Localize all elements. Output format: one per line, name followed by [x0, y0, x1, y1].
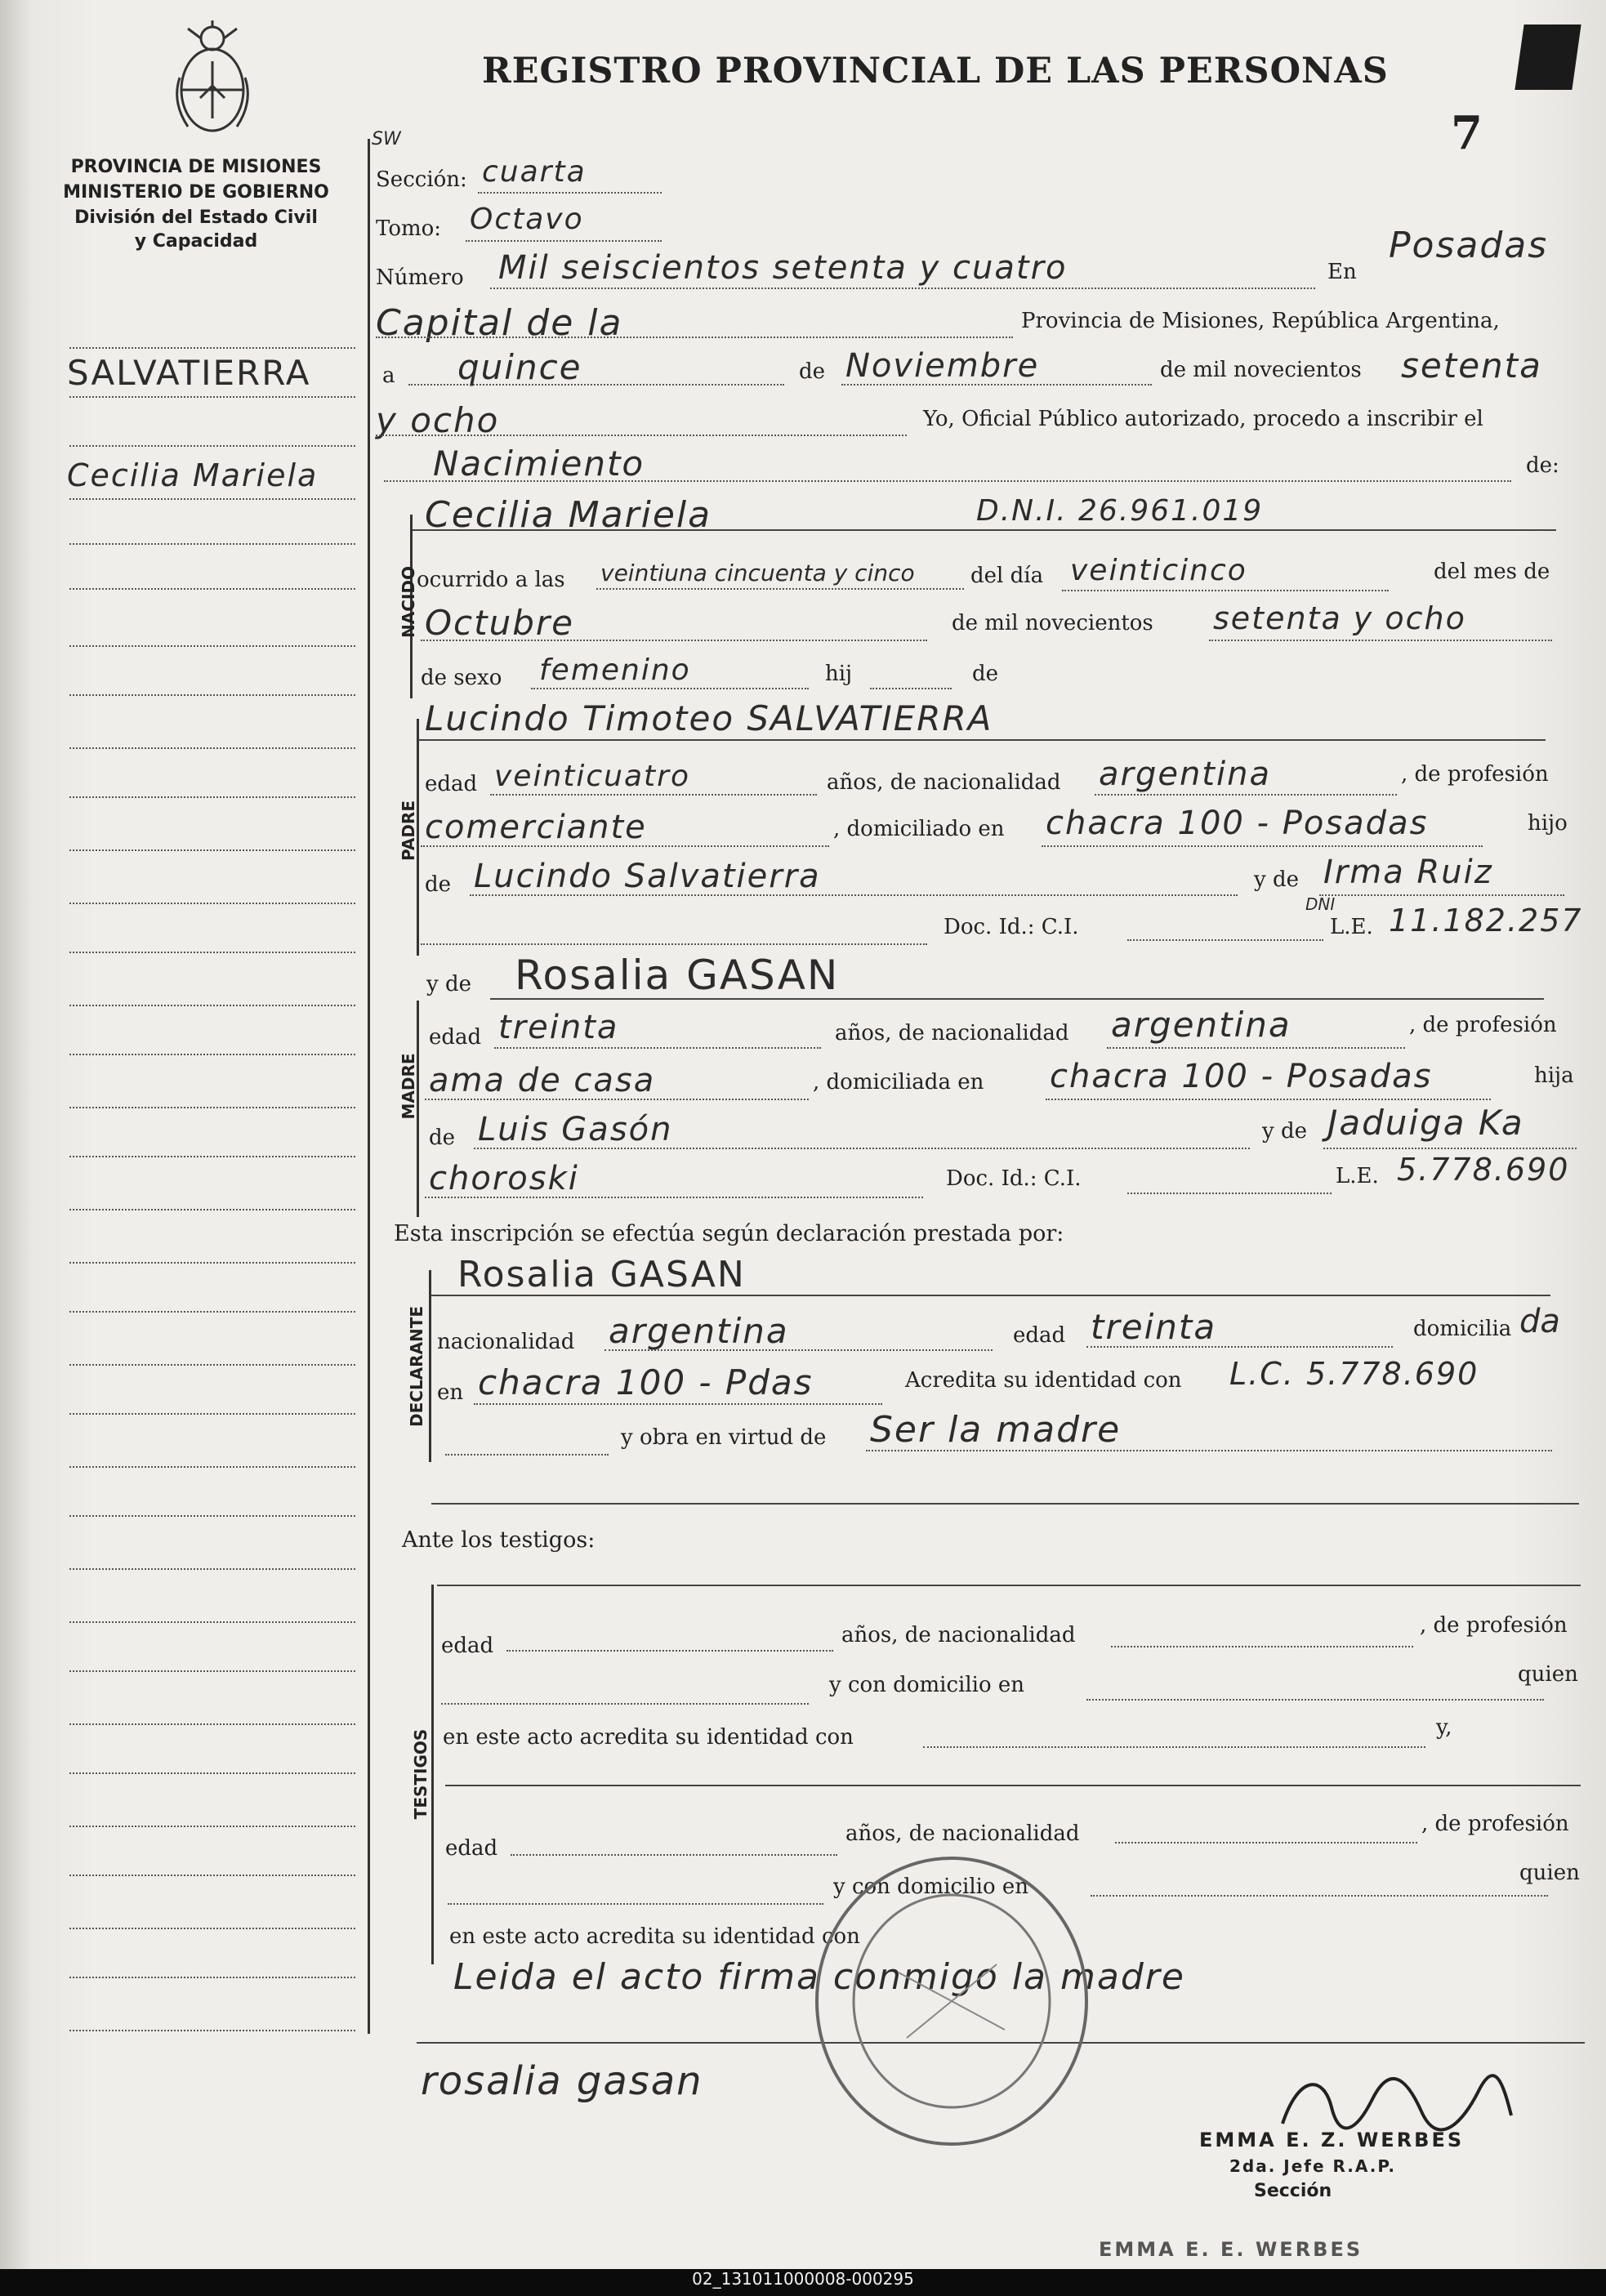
padre-edad: veinticuatro	[494, 760, 690, 793]
padre-nacionalidad: argentina	[1099, 756, 1271, 793]
declarante-acredita: L.C. 5.778.690	[1229, 1356, 1479, 1392]
testigo2-edad-label: edad	[445, 1836, 498, 1861]
padre-doc: 11.182.257	[1389, 903, 1583, 938]
madre-y-de-label: y de	[426, 972, 471, 996]
declarante-en-label: en	[437, 1380, 464, 1405]
madre-domicilio: chacra 100 - Posadas	[1050, 1058, 1433, 1095]
section-label-madre: MADRE	[399, 1053, 418, 1120]
anio-label: de mil novecientos	[1160, 358, 1362, 382]
padre-dni-note: DNI	[1305, 894, 1336, 914]
testigo1-edad-label: edad	[441, 1634, 494, 1658]
madre-y-de2-label: y de	[1262, 1119, 1307, 1144]
declarante-edad-label: edad	[1013, 1323, 1066, 1348]
ocurrido-label: ocurrido a las	[417, 568, 565, 592]
madre-domicilio-label: , domiciliada en	[813, 1070, 984, 1095]
section-label-testigos: TESTIGOS	[411, 1728, 430, 1820]
padre-le-label: L.E.	[1330, 915, 1373, 939]
a-label: a	[382, 363, 395, 388]
testigo1-y-label: y,	[1436, 1715, 1452, 1740]
testigo1-domicilio-label: y con domicilio en	[829, 1673, 1025, 1697]
testigos-intro: Ante los testigos:	[402, 1527, 596, 1553]
testigo1-anios-label: años, de nacionalidad	[841, 1623, 1076, 1647]
margin-given-names: Cecilia Mariela	[67, 457, 319, 493]
nacido-mes: Octubre	[425, 603, 575, 643]
declarante-edad: treinta	[1091, 1307, 1217, 1347]
margin-surname: SALVATIERRA	[67, 353, 311, 393]
padre-hijo-label: hijo	[1528, 811, 1568, 836]
sexo-label: de sexo	[421, 666, 502, 690]
madre-doc-label: Doc. Id.: C.I.	[946, 1166, 1082, 1191]
declarante-intro: Esta inscripción se efectúa según declaración prestada por:	[394, 1221, 1064, 1246]
padre-profesion-label: , de profesión	[1401, 762, 1549, 787]
nacido-sexo: femenino	[539, 653, 691, 687]
oficial-nombre: EMMA E. Z. WERBES	[1199, 2129, 1465, 2151]
footer-label: 02_131011000008-000295	[692, 2269, 914, 2289]
oficial-cargo: 2da. Jefe R.A.P.	[1229, 2156, 1396, 2176]
coat-of-arms-emblem	[163, 20, 261, 143]
provincia-label: Provincia de Misiones, República Argentina,	[1021, 309, 1500, 333]
declarante-domicilio: chacra 100 - Pdas	[478, 1362, 814, 1402]
declarante-signature: rosalia gasan	[421, 2058, 703, 2104]
nacido-dia: veinticinco	[1070, 554, 1247, 587]
section-label-declarante: DECLARANTE	[407, 1305, 426, 1427]
ministry-name: MINISTERIO DE GOBIERNO	[63, 182, 329, 203]
oficial-label: Yo, Oficial Público autorizado, procedo a inscribir el	[923, 407, 1483, 431]
nacido-hora: veintiuna cincuenta y cinco	[600, 560, 915, 586]
padre-anios-label: años, de nacionalidad	[827, 770, 1061, 795]
testigo2-profesion-label: , de profesión	[1421, 1812, 1569, 1836]
numero-label: Número	[376, 265, 464, 290]
hij-label: hij	[825, 662, 853, 686]
padre-domicilio: chacra 100 - Posadas	[1046, 805, 1429, 842]
padre-edad-label: edad	[425, 772, 478, 796]
madre-anios-label: años, de nacionalidad	[835, 1021, 1069, 1045]
madre-le-label: L.E.	[1336, 1164, 1379, 1188]
tomo-label: Tomo:	[376, 216, 442, 241]
del-dia-label: del día	[970, 564, 1044, 588]
mil-label: de mil novecientos	[952, 611, 1153, 635]
padre-madre-de: Irma Ruiz	[1323, 854, 1493, 891]
division-subname: y Capacidad	[134, 231, 258, 252]
testigo1-profesion-label: , de profesión	[1420, 1613, 1568, 1638]
anio-value-2: y ocho	[376, 400, 500, 440]
nacido-dni: D.N.I. 26.961.019	[976, 494, 1264, 528]
anio-value-1: setenta	[1401, 346, 1542, 386]
en-value: Posadas	[1389, 225, 1549, 266]
declarante-nombre: Rosalia GASAN	[457, 1254, 746, 1295]
margin-note: SW	[372, 129, 401, 149]
bottom-stamp: EMMA E. E. WERBES	[1099, 2238, 1363, 2261]
declarante-domicilia-label: domicilia	[1413, 1317, 1512, 1341]
seccion-label: Sección:	[376, 167, 467, 192]
mes-value: Noviembre	[845, 347, 1040, 385]
madre-madre-de-2: choroski	[429, 1160, 579, 1197]
closing-leida: Leida el acto firma conmigo la madre	[453, 1956, 1185, 1998]
hij-de-label: de	[972, 662, 999, 686]
madre-madre-de: Jaduiga Ka	[1327, 1103, 1524, 1143]
section-label-nacido: NACIDO	[399, 566, 418, 638]
del-mes-label: del mes de	[1434, 560, 1550, 584]
en-label: En	[1327, 260, 1357, 284]
testigo2-anios-label: años, de nacionalidad	[845, 1821, 1080, 1846]
declarante-obra-label: y obra en virtud de	[621, 1425, 827, 1450]
numero-value: Mil seiscientos setenta y cuatro	[498, 249, 1068, 287]
madre-padre-de: Luis Gasón	[478, 1111, 673, 1148]
madre-doc: 5.778.690	[1397, 1152, 1570, 1188]
declarante-nac-label: nacionalidad	[437, 1330, 575, 1354]
testigo2-domicilio-label: y con domicilio en	[833, 1875, 1029, 1899]
padre-nombre: Lucindo Timoteo SALVATIERRA	[425, 698, 993, 738]
oficial-seccion: Sección	[1254, 2181, 1332, 2201]
padre-y-de-label: y de	[1254, 867, 1299, 892]
de-label: de	[799, 359, 826, 384]
padre-doc-label: Doc. Id.: C.I.	[944, 915, 1079, 939]
section-label-padre: PADRE	[399, 800, 418, 861]
testigo1-quien-label: quien	[1518, 1662, 1578, 1687]
testigo2-quien-label: quien	[1519, 1861, 1580, 1885]
declarante-nacionalidad: argentina	[609, 1311, 789, 1351]
testigo1-acredita-label: en este acto acredita su identidad con	[443, 1725, 854, 1750]
madre-nombre: Rosalia GASAN	[515, 952, 840, 999]
madre-profesion: ama de casa	[429, 1062, 656, 1099]
de-colon-label: de:	[1526, 453, 1559, 478]
official-seal	[809, 1850, 1095, 2152]
madre-hija-label: hija	[1534, 1063, 1574, 1088]
testigo2-acredita-label: en este acto acredita su identidad con	[449, 1924, 860, 1949]
seccion-value: cuarta	[482, 155, 587, 189]
declarante-obra: Ser la madre	[870, 1409, 1122, 1451]
lugar-value: Capital de la	[376, 302, 623, 344]
madre-edad: treinta	[498, 1009, 619, 1046]
document-title: REGISTRO PROVINCIAL DE LAS PERSONAS	[482, 51, 1389, 91]
dia-value: quince	[457, 347, 582, 387]
acto-value: Nacimiento	[433, 444, 645, 484]
tomo-value: Octavo	[470, 203, 584, 236]
declarante-domicilia: da	[1519, 1303, 1560, 1340]
declarante-acredita-label: Acredita su identidad con	[905, 1368, 1182, 1393]
page-number: 7	[1451, 106, 1483, 160]
nacido-anio: setenta y ocho	[1213, 600, 1466, 636]
madre-edad-label: edad	[429, 1025, 482, 1050]
padre-padre-de: Lucindo Salvatierra	[474, 858, 821, 895]
madre-nacionalidad: argentina	[1111, 1005, 1291, 1045]
madre-profesion-label: , de profesión	[1409, 1013, 1557, 1037]
nacido-nombre: Cecilia Mariela	[425, 494, 712, 536]
province-name: PROVINCIA DE MISIONES	[70, 157, 322, 177]
padre-de-label: de	[425, 872, 452, 897]
madre-de-label: de	[429, 1126, 456, 1150]
division-name: División del Estado Civil	[74, 207, 318, 228]
padre-profesion: comerciante	[425, 809, 647, 846]
padre-domicilio-label: , domiciliado en	[833, 817, 1005, 841]
